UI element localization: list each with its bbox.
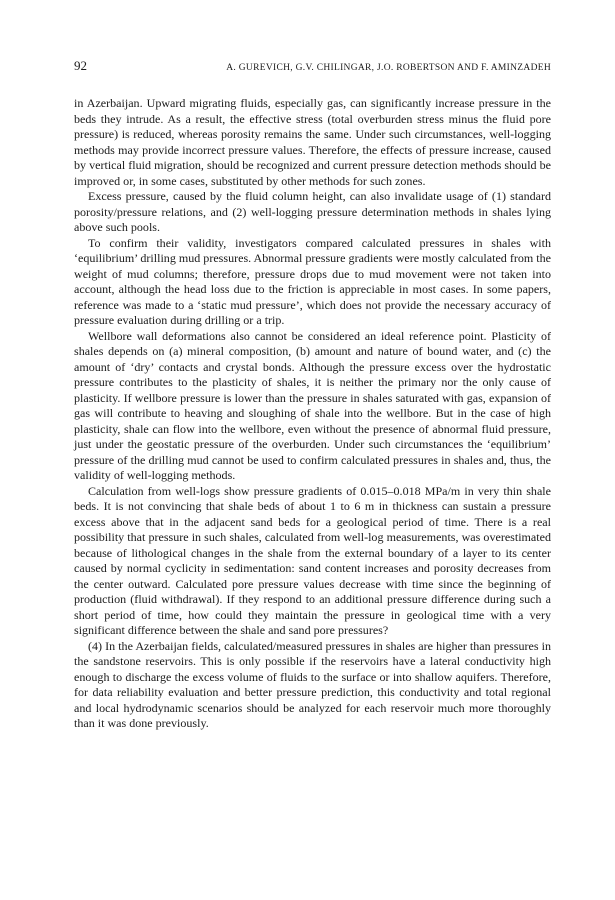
running-head-authors: A. GUREVICH, G.V. CHILINGAR, J.O. ROBERTSON AND F. AMINZADEH — [226, 63, 551, 73]
paragraph-azerbaijan-fields: (4) In the Azerbaijan fields, calculated/measured pressures in shales are higher than pressures in the sandstone reservoirs. This is only possible if the reservoirs have a lateral conductivity high enough to discharge the excess volume of fluids to the surface or into shallow aquifers. Therefore, for data reliability evaluation and better pressure prediction, this conductivity and total regional and local hydrodynamic scenarios should be analyzed for each reservoir much more thoroughly than it was done previously. — [74, 638, 551, 730]
paragraph-validity: To confirm their validity, investigators compared calculated pressures in shales with ‘equilibrium’ drilling mud pressures. Abnormal pressure gradients were mostly calculated from the weight of mud columns; therefore, pressure drops due to mud movement were not taken into account, although the head loss due to the friction is appreciable in most cases. In some papers, reference was made to a ‘static mud pressure’, which does not provide the necessary accuracy of pressure evaluation during drilling or a trip. — [74, 235, 551, 327]
paragraph-wellbore-deformations: Wellbore wall deformations also cannot be considered an ideal reference point. Plasticity of shales depends on (a) mineral composition, (b) amount and nature of bound water, and (c) the amount of ‘dry’ contacts and crystal bonds. Although the pressure excess over the hydrostatic pressure contributes to the plasticity of shales, it is neither the primary nor the only cause of plasticity. If wellbore pressure is lower than the pressure in shales saturated with gas, expansion of gas will contribute to heaving and sloughing of shale into the wellbore. But in the case of high plasticity, shale can flow into the wellbore, even without the presence of abnormal fluid pressure, just under the geostatic pressure of the overburden. Under such circumstances the ‘equilibrium’ pressure of the drilling mud cannot be used to confirm calculated pressures in shales and, thus, the validity of well-logging methods. — [74, 328, 551, 482]
body-text — [74, 96, 551, 732]
running-head — [74, 58, 551, 80]
page-number: 92 — [74, 58, 87, 73]
page — [74, 58, 551, 732]
paragraph-well-log-calculation: Calculation from well-logs show pressure gradients of 0.015–0.018 MPa/m in very thin shale beds. It is not convincing that shale beds of about 1 to 6 m in thickness can sustain a pressure excess above that in the adjacent sand beds for a geological period of time. There is a real possibility that pressure in such shales, calculated from well-log measurements, was overestimated because of lithological changes in the shale from the external boundary of a layer to its center caused by normal cyclicity in sedimentation: sand content increases and porosity decreases from the center outward. Calculated pore pressure values decrease with time since the beginning of production (fluid withdrawal). If they respond to an additional pressure difference during such a short period of time, how could they maintain the pressure in geological time with a very significant difference between the shale and sand pore pressures? — [74, 483, 551, 637]
paragraph-continuation: in Azerbaijan. Upward migrating fluids, especially gas, can significantly increase pressure in the beds they intrude. As a result, the effective stress (total overburden stress minus the fluid pore pressure) is reduced, whereas porosity remains the same. Under such circumstances, well-logging methods may provide incorrect pressure values. Therefore, the effects of pressure increase, caused by vertical fluid migration, should be recognized and current pressure detection methods should be improved or, in some cases, substituted by other methods for such zones. — [74, 96, 551, 188]
paragraph-excess-pressure: Excess pressure, caused by the fluid column height, can also invalidate usage of (1) standard porosity/pressure relations, and (2) well-logging pressure determination methods in shales lying above such pools. — [74, 189, 551, 234]
